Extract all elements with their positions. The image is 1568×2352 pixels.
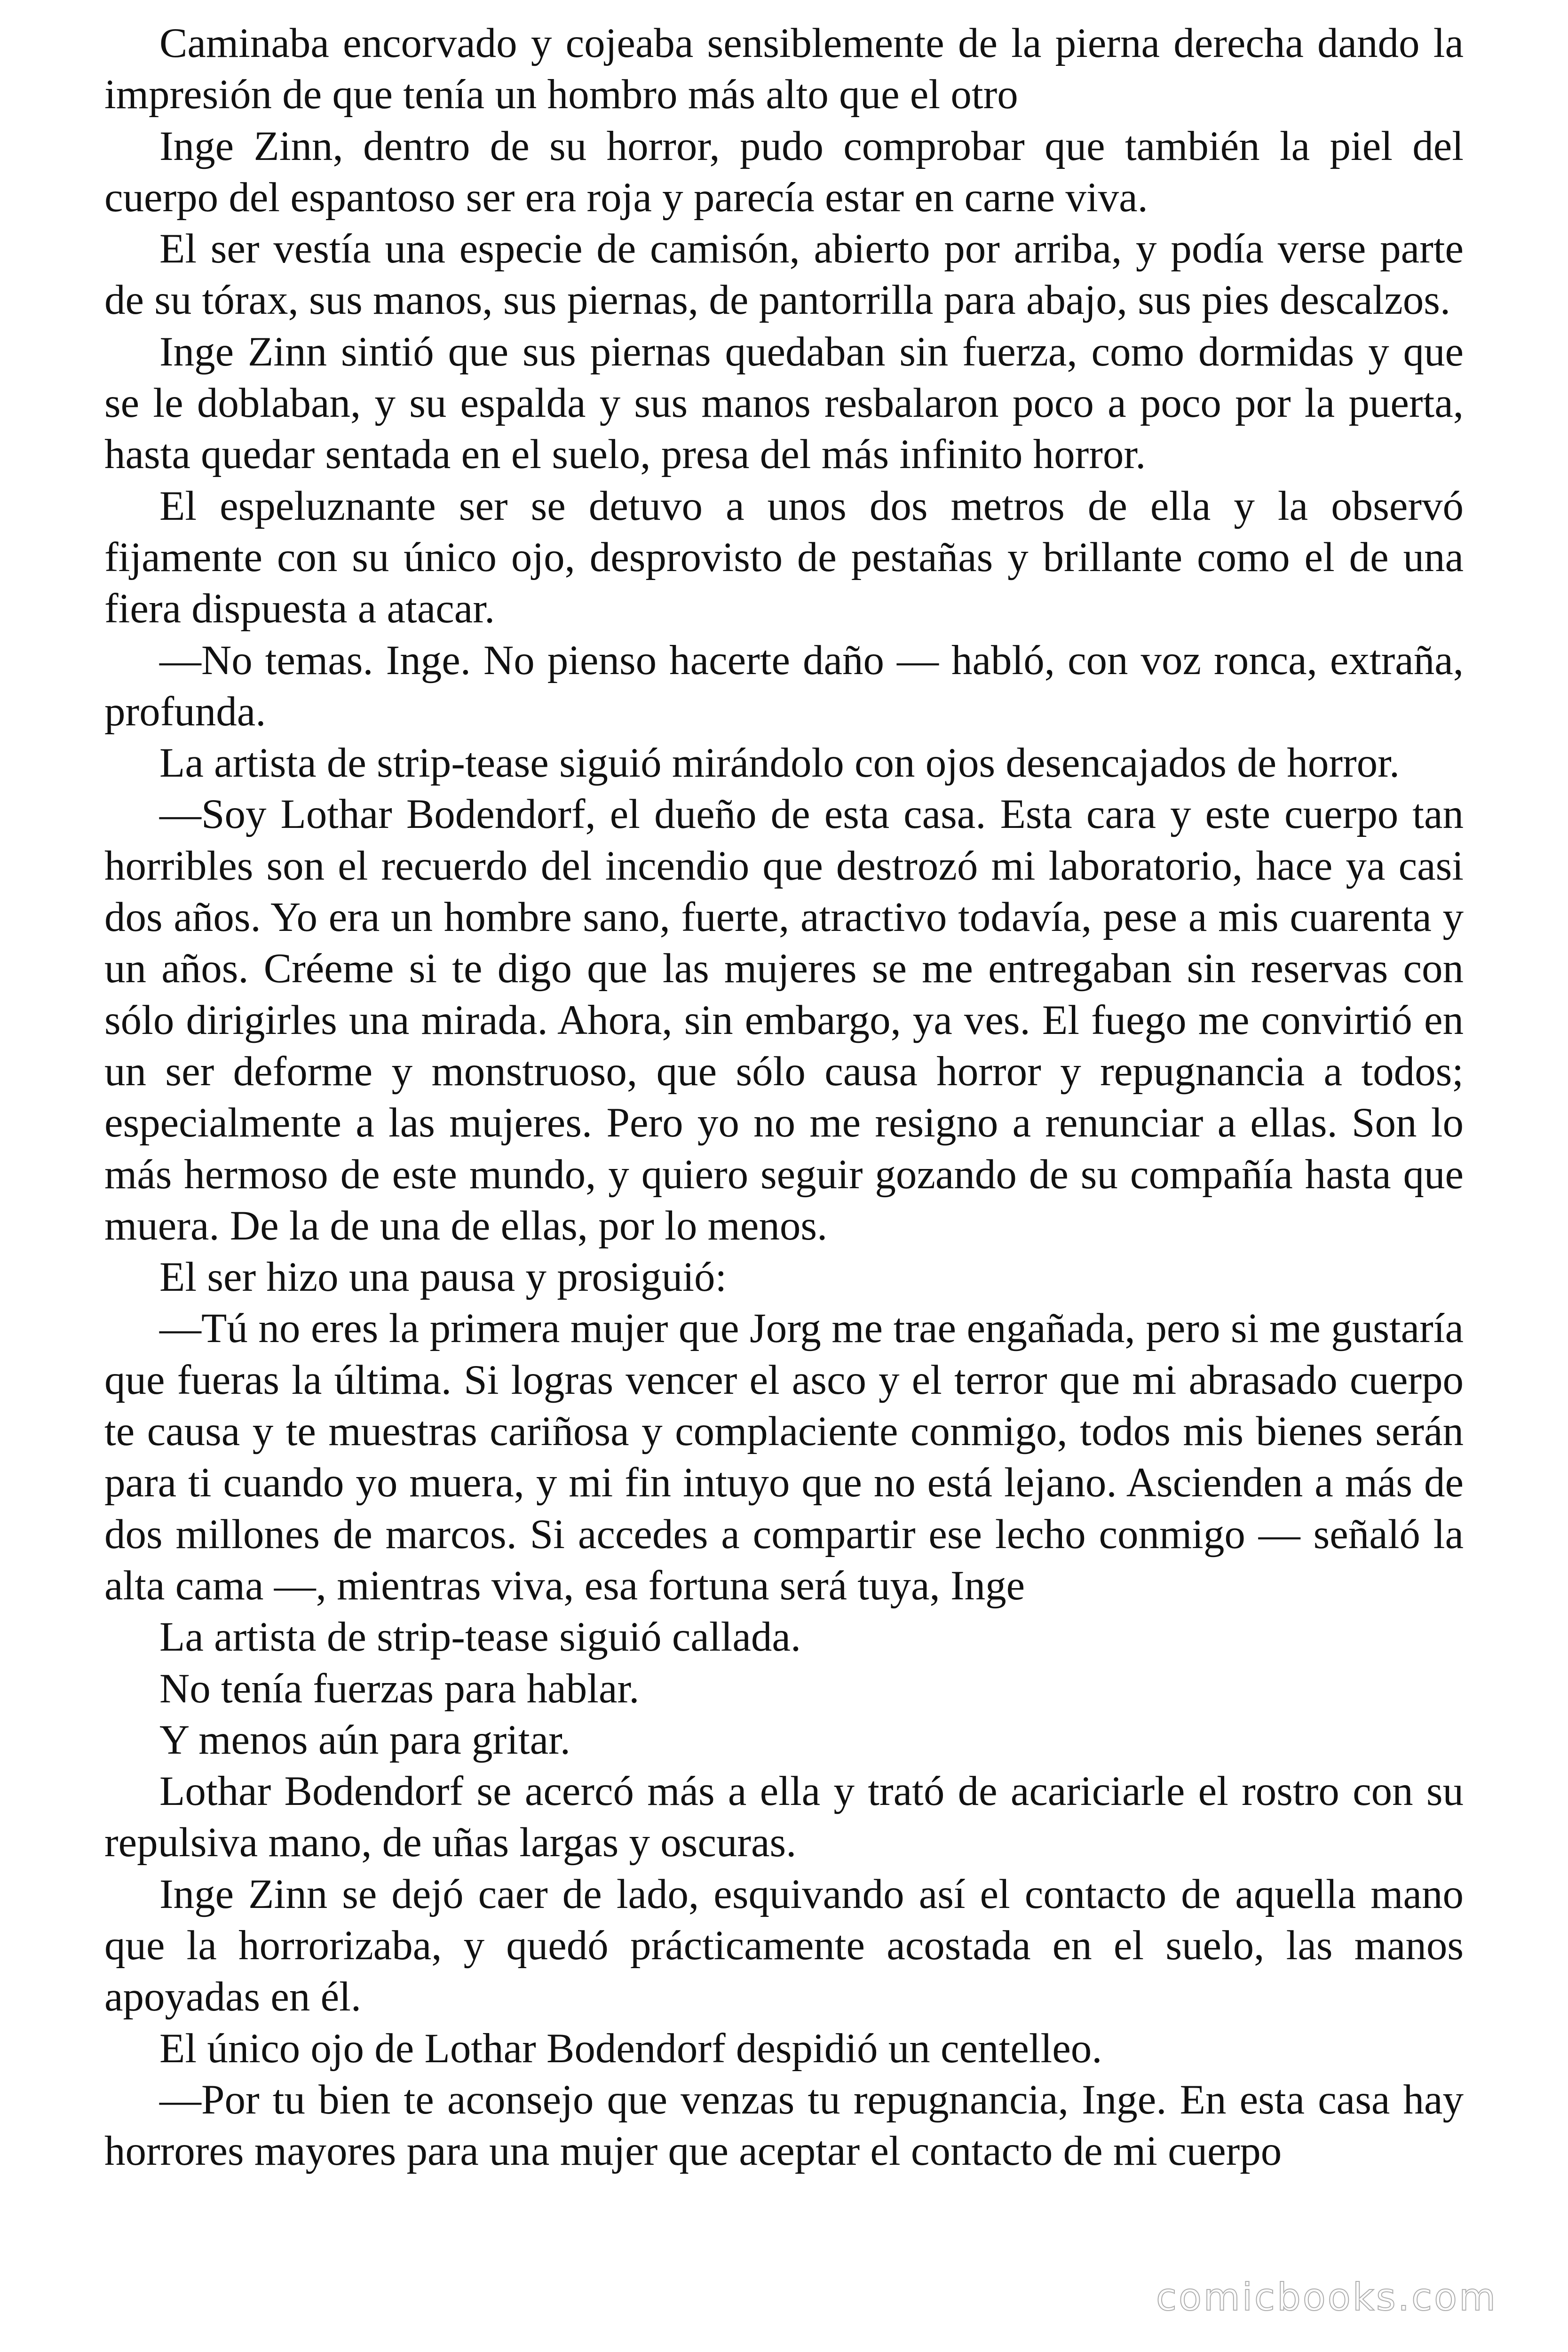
- paragraph: —Soy Lothar Bodendorf, el dueño de esta casa. Esta cara y este cuerpo tan horribles son el recuerdo del incendio que destrozó mi laboratorio, hace ya casi dos años. Yo era un hombre sano, fuerte, atractivo todavía, pese a mis cuarenta y un años. Créeme si te digo que las mujeres se me entregaban sin reservas con sólo dirigirles una mirada. Ahora, sin embargo, ya ves. El fuego me convirtió en un ser deforme y monstruoso, que sólo causa horror y repugnancia a todos; especialmente a las mujeres. Pero yo no me resigno a renunciar a ellas. Son lo más hermoso de este mundo, y quiero seguir gozando de su compañía hasta que muera. De la de una de ellas, por lo menos.: [104, 791, 1464, 1249]
- paragraph: La artista de strip-tease siguió mirándolo con ojos desencajados de horror.: [159, 740, 1400, 787]
- paragraph: Lothar Bodendorf se acercó más a ella y trató de acariciarle el rostro con su repulsiva mano, de uñas largas y oscuras.: [104, 1768, 1464, 1866]
- paragraph: El espeluznante ser se detuvo a unos dos metros de ella y la observó fijamente con su único ojo, desprovisto de pestañas y brillante como el de una fiera dispuesta a atacar.: [104, 483, 1464, 632]
- paragraph: La artista de strip-tease siguió callada.: [159, 1614, 801, 1661]
- paragraph: Inge Zinn, dentro de su horror, pudo comprobar que también la piel del cuerpo del espantoso ser era roja y parecía estar en carne viva.: [104, 123, 1464, 221]
- paragraph: —Por tu bien te aconsejo que venzas tu repugnancia, Inge. En esta casa hay horrores mayores para una mujer que aceptar el contacto de mi cuerpo: [104, 2076, 1464, 2175]
- paragraph: Inge Zinn sintió que sus piernas quedaban sin fuerza, como dormidas y que se le doblaban, y su espalda y sus manos resbalaron poco a poco por la puerta, hasta quedar sentada en el suelo, presa del más infinito horror.: [104, 328, 1464, 478]
- book-page-text: [104, 18, 1464, 2177]
- watermark: comicbooks.com: [1156, 2275, 1497, 2319]
- paragraph: El único ojo de Lothar Bodendorf despidió un centelleo.: [159, 2025, 1102, 2072]
- paragraph: —Tú no eres la primera mujer que Jorg me trae engañada, pero si me gustaría que fueras la última. Si logras vencer el asco y el terror que mi abrasado cuerpo te causa y te muestras cariñosa y complaciente conmigo, todos mis bienes serán para ti cuando yo muera, y mi fin intuyo que no está lejano. Ascienden a más de dos millones de marcos. Si accedes a compartir ese lecho conmigo — señaló la alta cama —, mientras viva, esa fortuna será tuya, Inge: [104, 1305, 1464, 1609]
- paragraph: El ser vestía una especie de camisón, abierto por arriba, y podía verse parte de su tórax, sus manos, sus piernas, de pantorrilla para abajo, sus pies descalzos.: [104, 226, 1464, 324]
- paragraph: No tenía fuerzas para hablar.: [159, 1665, 640, 1712]
- paragraph: Inge Zinn se dejó caer de lado, esquivando así el contacto de aquella mano que la horrorizaba, y quedó prácticamente acostada en el suelo, las manos apoyadas en él.: [104, 1871, 1464, 2020]
- paragraph: —No temas. Inge. No pienso hacerte daño — habló, con voz ronca, extraña, profunda.: [104, 637, 1464, 735]
- paragraph: El ser hizo una pausa y prosiguió:: [159, 1254, 727, 1301]
- paragraph: Caminaba encorvado y cojeaba sensiblemente de la pierna derecha dando la impresión de que tenía un hombro más alto que el otro: [104, 20, 1464, 118]
- paragraph: Y menos aún para gritar.: [159, 1716, 571, 1763]
